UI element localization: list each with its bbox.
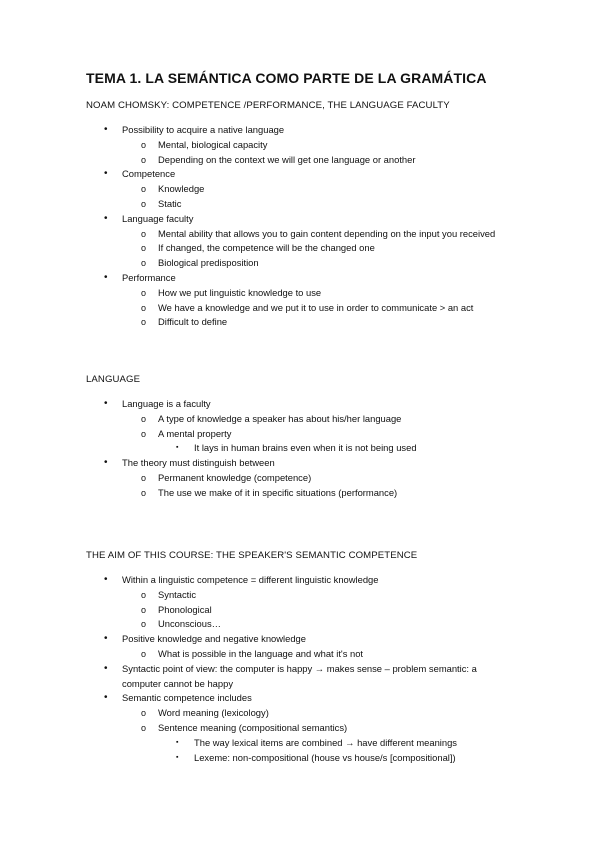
circle-bullet-icon: o xyxy=(141,708,147,719)
list-item-level-2: Static xyxy=(158,198,182,209)
list-item-level-1: Syntactic point of view: the computer is happy → makes sense – problem semantic: a computer cannot be happy xyxy=(122,662,477,689)
circle-bullet-icon: o xyxy=(141,228,147,239)
circle-bullet-icon: o xyxy=(141,199,147,209)
bullet-icon: • xyxy=(104,272,108,283)
section-heading: NOAM CHOMSKY: COMPETENCE /PERFORMANCE, THE LANGUAGE FACULTY xyxy=(86,100,450,111)
list-item-level-1: Performance xyxy=(122,272,176,283)
list-item-level-2: If changed, the competence will be the changed one xyxy=(158,242,375,254)
list-item-level-2: How we put linguistic knowledge to use xyxy=(158,286,322,298)
list-item-level-2: Sentence meaning (compositional semantics) xyxy=(158,722,348,733)
list-item-level-2: Word meaning (lexicology) xyxy=(158,707,269,719)
list-item-level-1: Language is a faculty xyxy=(122,398,211,409)
circle-bullet-icon: o xyxy=(141,428,147,439)
circle-bullet-icon: o xyxy=(141,317,147,328)
list-item-level-2: Knowledge xyxy=(158,183,205,195)
list-item-level-2: The use we make of it in specific situations (performance) xyxy=(158,486,398,498)
list-item-level-1: Positive knowledge and negative knowledge xyxy=(122,633,306,645)
list-item-level-2: Mental, biological capacity xyxy=(158,138,268,150)
list-item-level-2: Phonological xyxy=(158,603,212,615)
list-item-level-2: What is possible in the language and what it's not xyxy=(158,648,364,659)
bullet-icon: • xyxy=(104,398,108,409)
bullet-icon: • xyxy=(104,633,108,645)
page-title: TEMA 1. LA SEMÁNTICA COMO PARTE DE LA GRAMÁTICA xyxy=(86,70,487,86)
list-item-level-1: The theory must distinguish between xyxy=(122,457,275,469)
list-item-level-2: Depending on the context we will get one language or another xyxy=(158,153,416,165)
section-heading: LANGUAGE xyxy=(86,374,141,385)
list-item-level-1: Semantic competence includes xyxy=(122,692,252,704)
circle-bullet-icon: o xyxy=(141,302,147,313)
section-heading: THE AIM OF THIS COURSE: THE SPEAKER'S SEMANTIC COMPETENCE xyxy=(86,550,418,561)
circle-bullet-icon: o xyxy=(141,649,147,659)
square-bullet-icon: ▪ xyxy=(176,444,179,452)
list-item-level-2: A type of knowledge a speaker has about his/her language xyxy=(158,412,402,424)
list-item-level-1: Competence xyxy=(122,168,176,180)
list-item-level-1: Within a linguistic competence = different linguistic knowledge xyxy=(122,574,379,585)
square-bullet-icon: ▪ xyxy=(176,753,179,761)
circle-bullet-icon: o xyxy=(141,184,147,195)
list-item-level-3: The way lexical items are combined → have different meanings xyxy=(194,736,457,748)
bullet-icon: • xyxy=(104,212,108,224)
list-item-level-2: A mental property xyxy=(158,427,232,439)
bullet-icon: • xyxy=(104,124,108,135)
circle-bullet-icon: o xyxy=(141,413,147,424)
circle-bullet-icon: o xyxy=(141,487,147,498)
circle-bullet-icon: o xyxy=(141,604,147,615)
circle-bullet-icon: o xyxy=(141,258,147,269)
list-item-level-2: Permanent knowledge (competence) xyxy=(158,472,312,483)
square-bullet-icon: ▪ xyxy=(176,738,179,746)
list-item-level-2: Mental ability that allows you to gain content depending on the input you received xyxy=(158,227,496,239)
circle-bullet-icon: o xyxy=(141,139,147,150)
bullet-icon: • xyxy=(104,574,108,585)
list-item-level-2: Unconscious… xyxy=(158,618,222,630)
list-item-level-1: Language faculty xyxy=(122,212,194,224)
list-item-level-2: Biological predisposition xyxy=(158,257,259,269)
list-item-level-3: It lays in human brains even when it is not being used xyxy=(194,442,417,454)
circle-bullet-icon: o xyxy=(141,723,147,733)
circle-bullet-icon: o xyxy=(141,619,147,630)
bullet-icon: • xyxy=(104,168,108,180)
circle-bullet-icon: o xyxy=(141,473,147,483)
list-item-level-3: Lexeme: non-compositional (house vs house/s [compositional]) xyxy=(194,751,456,763)
bullet-icon: • xyxy=(104,662,108,674)
list-item-level-2: Difficult to define xyxy=(158,316,228,328)
bullet-icon: • xyxy=(104,457,108,469)
list-item-level-2: We have a knowledge and we put it to use in order to communicate > an act xyxy=(158,301,474,313)
bullet-icon: • xyxy=(104,692,108,704)
circle-bullet-icon: o xyxy=(141,287,147,298)
list-item-level-2: Syntactic xyxy=(158,588,197,600)
circle-bullet-icon: o xyxy=(141,589,147,600)
circle-bullet-icon: o xyxy=(141,154,147,165)
list-item-level-1: Possibility to acquire a native language xyxy=(122,124,285,135)
circle-bullet-icon: o xyxy=(141,243,147,254)
